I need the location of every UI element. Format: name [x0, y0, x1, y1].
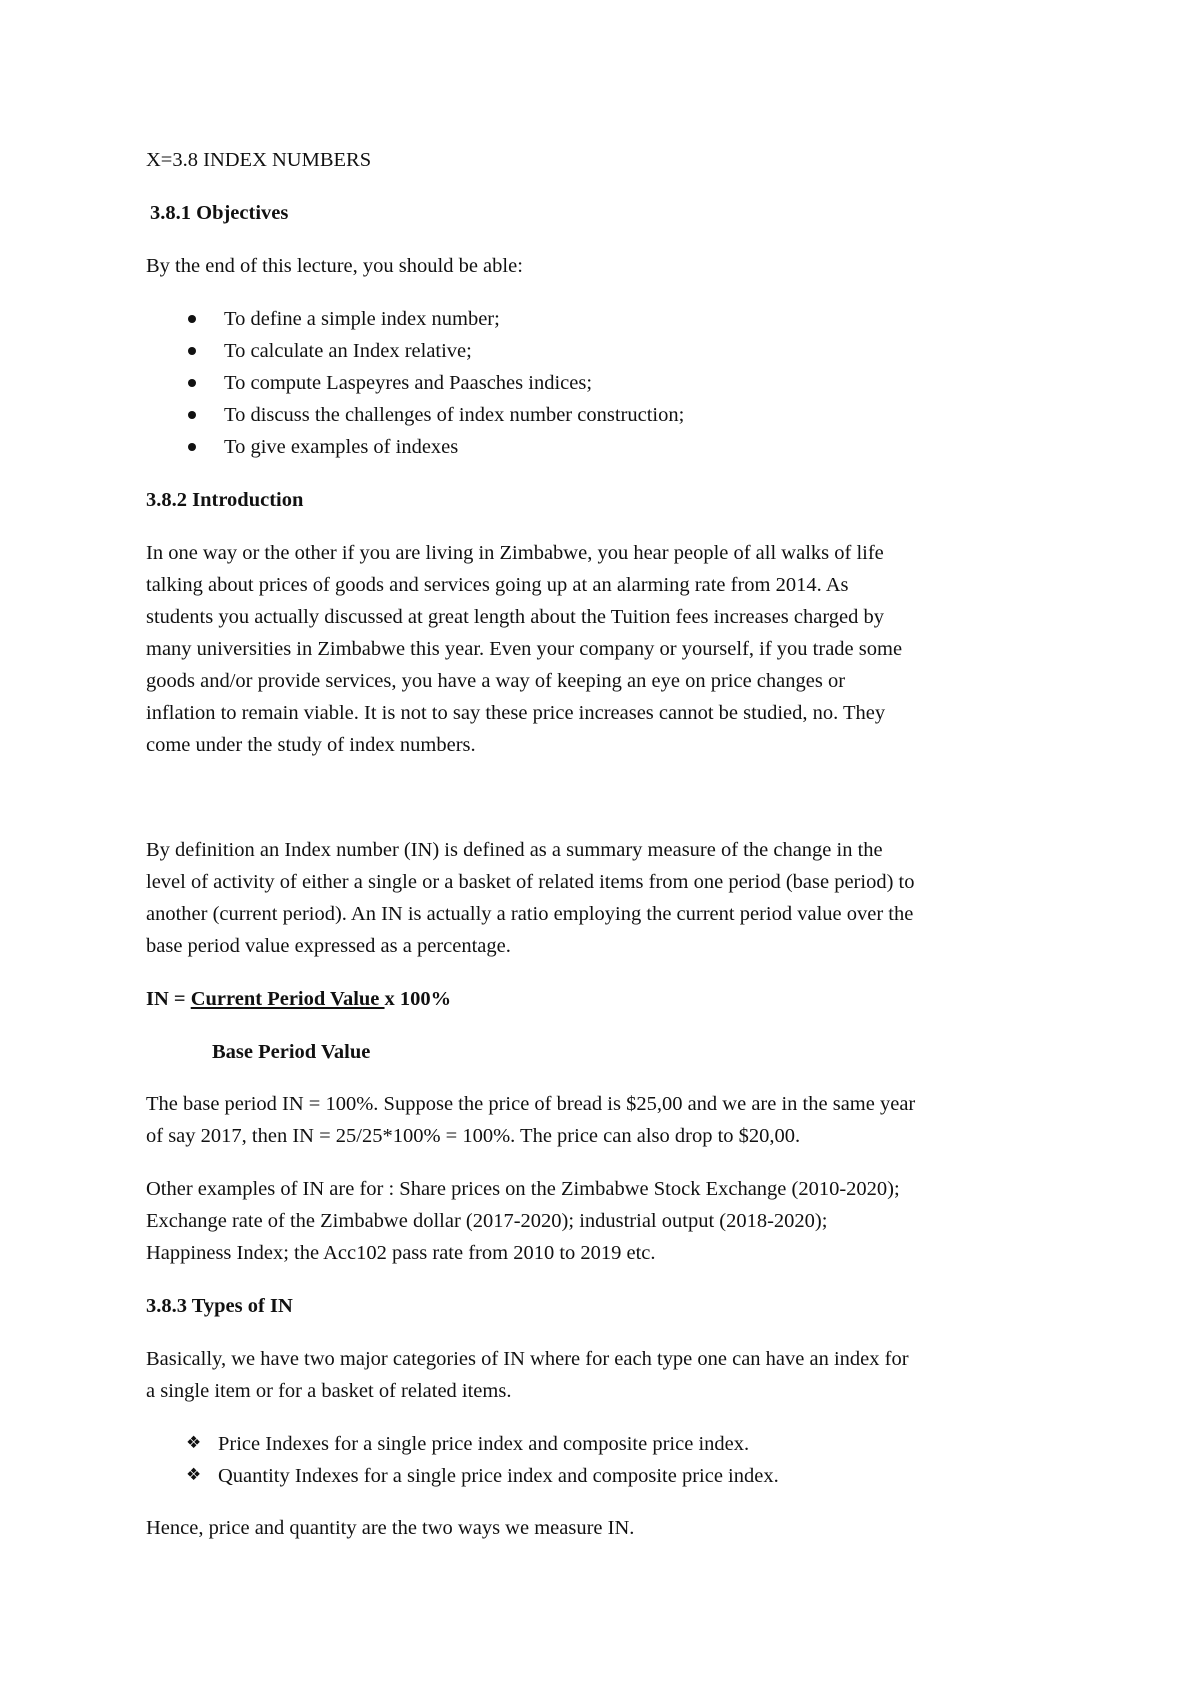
other-examples-line: Other examples of IN are for : Share prices on the Zimbabwe Stock Exchange (2010-2020); [146, 1178, 900, 1200]
list-item: ❖ Price Indexes for a single price index and composite price index. [186, 1433, 750, 1455]
types-list [146, 1428, 779, 1492]
types-line: Basically, we have two major categories of IN where for each type one can have an index for [146, 1348, 909, 1370]
bullet-icon [188, 379, 196, 387]
definition-line: another (current period). An IN is actually a ratio employing the current period value over the [146, 903, 914, 925]
diamond-bullet-icon: ❖ [186, 1465, 202, 1485]
formula-numerator: Current Period Value [190, 988, 385, 1010]
formula-lhs: IN = [146, 988, 191, 1010]
introduction-line: many universities in Zimbabwe this year. Even your company or yourself, if you trade some [146, 638, 903, 660]
base-example-line: The base period IN = 100%. Suppose the price of bread is $25,00 and we are in the same year [146, 1093, 916, 1115]
definition-line: By definition an Index number (IN) is defined as a summary measure of the change in the [146, 839, 883, 861]
list-item: To give examples of indexes [146, 431, 684, 463]
list-item: To define a simple index number; [146, 303, 684, 335]
formula-line [146, 983, 451, 1015]
types-line: a single item or for a basket of related items. [146, 1380, 512, 1402]
diamond-bullet-icon: ❖ [186, 1433, 202, 1453]
list-item: To compute Laspeyres and Paasches indices; [146, 367, 684, 399]
definition-line: base period value expressed as a percentage. [146, 935, 511, 957]
formula-multiplier: x 100% [384, 988, 452, 1010]
introduction-line: goods and/or provide services, you have a way of keeping an eye on price changes or [146, 670, 846, 692]
introduction-line: come under the study of index numbers. [146, 734, 476, 756]
list-item: To calculate an Index relative; [146, 335, 684, 367]
introduction-line: inflation to remain viable. It is not to say these price increases cannot be studied, no. They [146, 702, 886, 724]
formula-denominator: Base Period Value [212, 1041, 371, 1063]
bullet-icon [188, 347, 196, 355]
other-examples-line: Happiness Index; the Acc102 pass rate from 2010 to 2019 etc. [146, 1242, 656, 1264]
definition-line: level of activity of either a single or a basket of related items from one period (base period) to [146, 871, 915, 893]
introduction-line: students you actually discussed at great length about the Tuition fees increases charged by [146, 606, 885, 628]
base-example-line: of say 2017, then IN = 25/25*100% = 100%. The price can also drop to $20,00. [146, 1125, 801, 1147]
introduction-heading: 3.8.2 Introduction [146, 489, 304, 511]
bullet-icon [188, 443, 196, 451]
types-conclusion: Hence, price and quantity are the two ways we measure IN. [146, 1517, 635, 1539]
other-examples-line: Exchange rate of the Zimbabwe dollar (2017-2020); industrial output (2018-2020); [146, 1210, 828, 1232]
objectives-list [146, 303, 684, 463]
introduction-line: In one way or the other if you are living in Zimbabwe, you hear people of all walks of life [146, 542, 884, 564]
introduction-line: talking about prices of goods and services going up at an alarming rate from 2014. As [146, 574, 849, 596]
objectives-heading: 3.8.1 Objectives [150, 202, 289, 224]
list-item: ❖ Quantity Indexes for a single price index and composite price index. [186, 1465, 779, 1487]
types-heading: 3.8.3 Types of IN [146, 1295, 293, 1317]
bullet-icon [188, 315, 196, 323]
bullet-icon [188, 411, 196, 419]
objectives-intro: By the end of this lecture, you should be able: [146, 255, 523, 277]
section-title: X=3.8 INDEX NUMBERS [146, 149, 372, 171]
list-item: To discuss the challenges of index number construction; [146, 399, 684, 431]
